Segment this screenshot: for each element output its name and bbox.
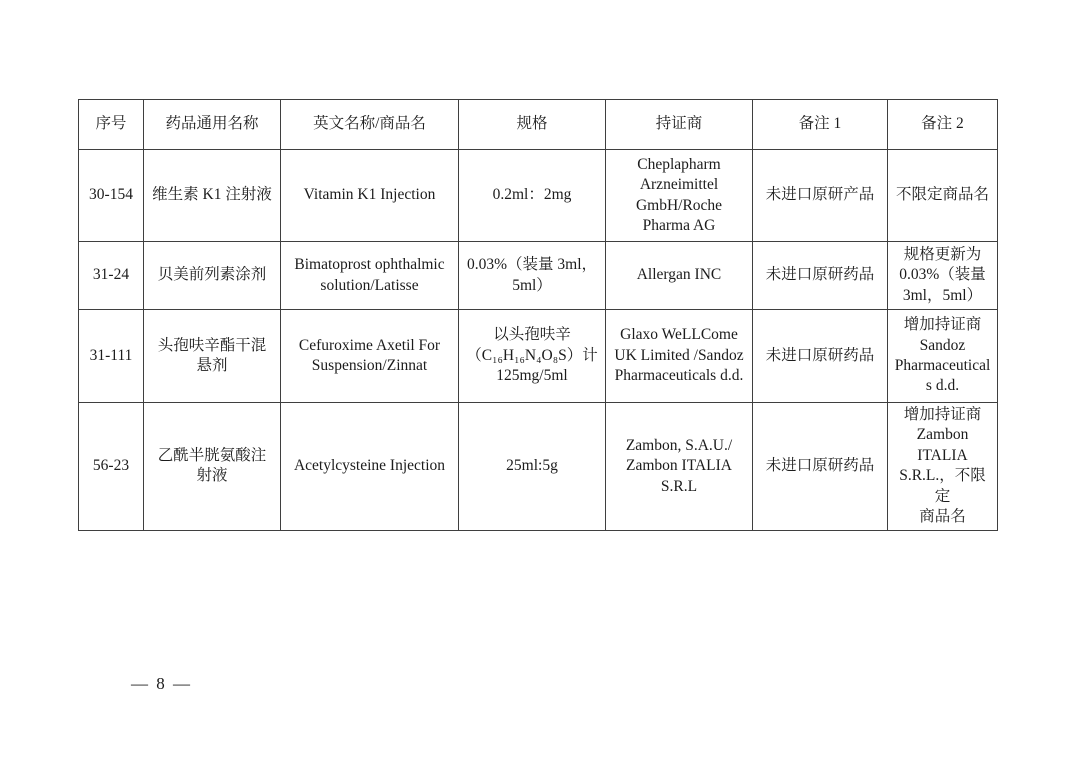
header-cell-spec: 规格 [459,100,606,150]
cell-note2: 增加持证商 Zambon ITALIA S.R.L.，不限定 商品名 [888,403,998,531]
cell-note2: 增加持证商 Sandoz Pharmaceutical s d.d. [888,310,998,403]
cell-seq: 31-111 [79,310,144,403]
cell-generic-name: 贝美前列素涂剂 [144,242,281,310]
cell-seq: 30-154 [79,150,144,242]
cell-generic-name: 头孢呋辛酯干混 悬剂 [144,310,281,403]
table-row [79,403,998,531]
header-cell-generic-name: 药品通用名称 [144,100,281,150]
cell-license-holder: Zambon, S.A.U./ Zambon ITALIA S.R.L [606,403,753,531]
header-cell-note2: 备注 2 [888,100,998,150]
table-row [79,310,998,403]
cell-generic-name: 维生素 K1 注射液 [144,150,281,242]
cell-spec: 以头孢呋辛 （C₁₆H₁₆N₄O₈S）计 125mg/5ml [459,310,606,403]
page-number: — 8 — [131,674,192,693]
header-cell-seq: 序号 [79,100,144,150]
cell-spec: 25ml:5g [459,403,606,531]
cell-note1: 未进口原研药品 [753,310,888,403]
cell-english-name: Acetylcysteine Injection [281,403,459,531]
cell-spec: 0.03%（装量 3ml， 5ml） [459,242,606,310]
table-row [79,242,998,310]
cell-note2: 规格更新为 0.03%（装量 3ml，5ml） [888,242,998,310]
header-cell-license-holder: 持证商 [606,100,753,150]
cell-seq: 31-24 [79,242,144,310]
cell-note1: 未进口原研产品 [753,150,888,242]
table-header-row [79,100,998,150]
cell-note2: 不限定商品名 [888,150,998,242]
cell-license-holder: Allergan INC [606,242,753,310]
cell-note1: 未进口原研药品 [753,403,888,531]
cell-license-holder: Glaxo WeLLCome UK Limited /Sandoz Pharmaceuticals d.d. [606,310,753,403]
cell-seq: 56-23 [79,403,144,531]
drug-table [78,99,998,531]
cell-note1: 未进口原研药品 [753,242,888,310]
table-row [79,150,998,242]
cell-english-name: Bimatoprost ophthalmic solution/Latisse [281,242,459,310]
cell-english-name: Vitamin K1 Injection [281,150,459,242]
cell-english-name: Cefuroxime Axetil For Suspension/Zinnat [281,310,459,403]
header-cell-note1: 备注 1 [753,100,888,150]
cell-generic-name: 乙酰半胱氨酸注 射液 [144,403,281,531]
cell-spec: 0.2ml：2mg [459,150,606,242]
header-cell-english-name: 英文名称/商品名 [281,100,459,150]
cell-license-holder: Cheplapharm Arzneimittel GmbH/Roche Pharma AG [606,150,753,242]
